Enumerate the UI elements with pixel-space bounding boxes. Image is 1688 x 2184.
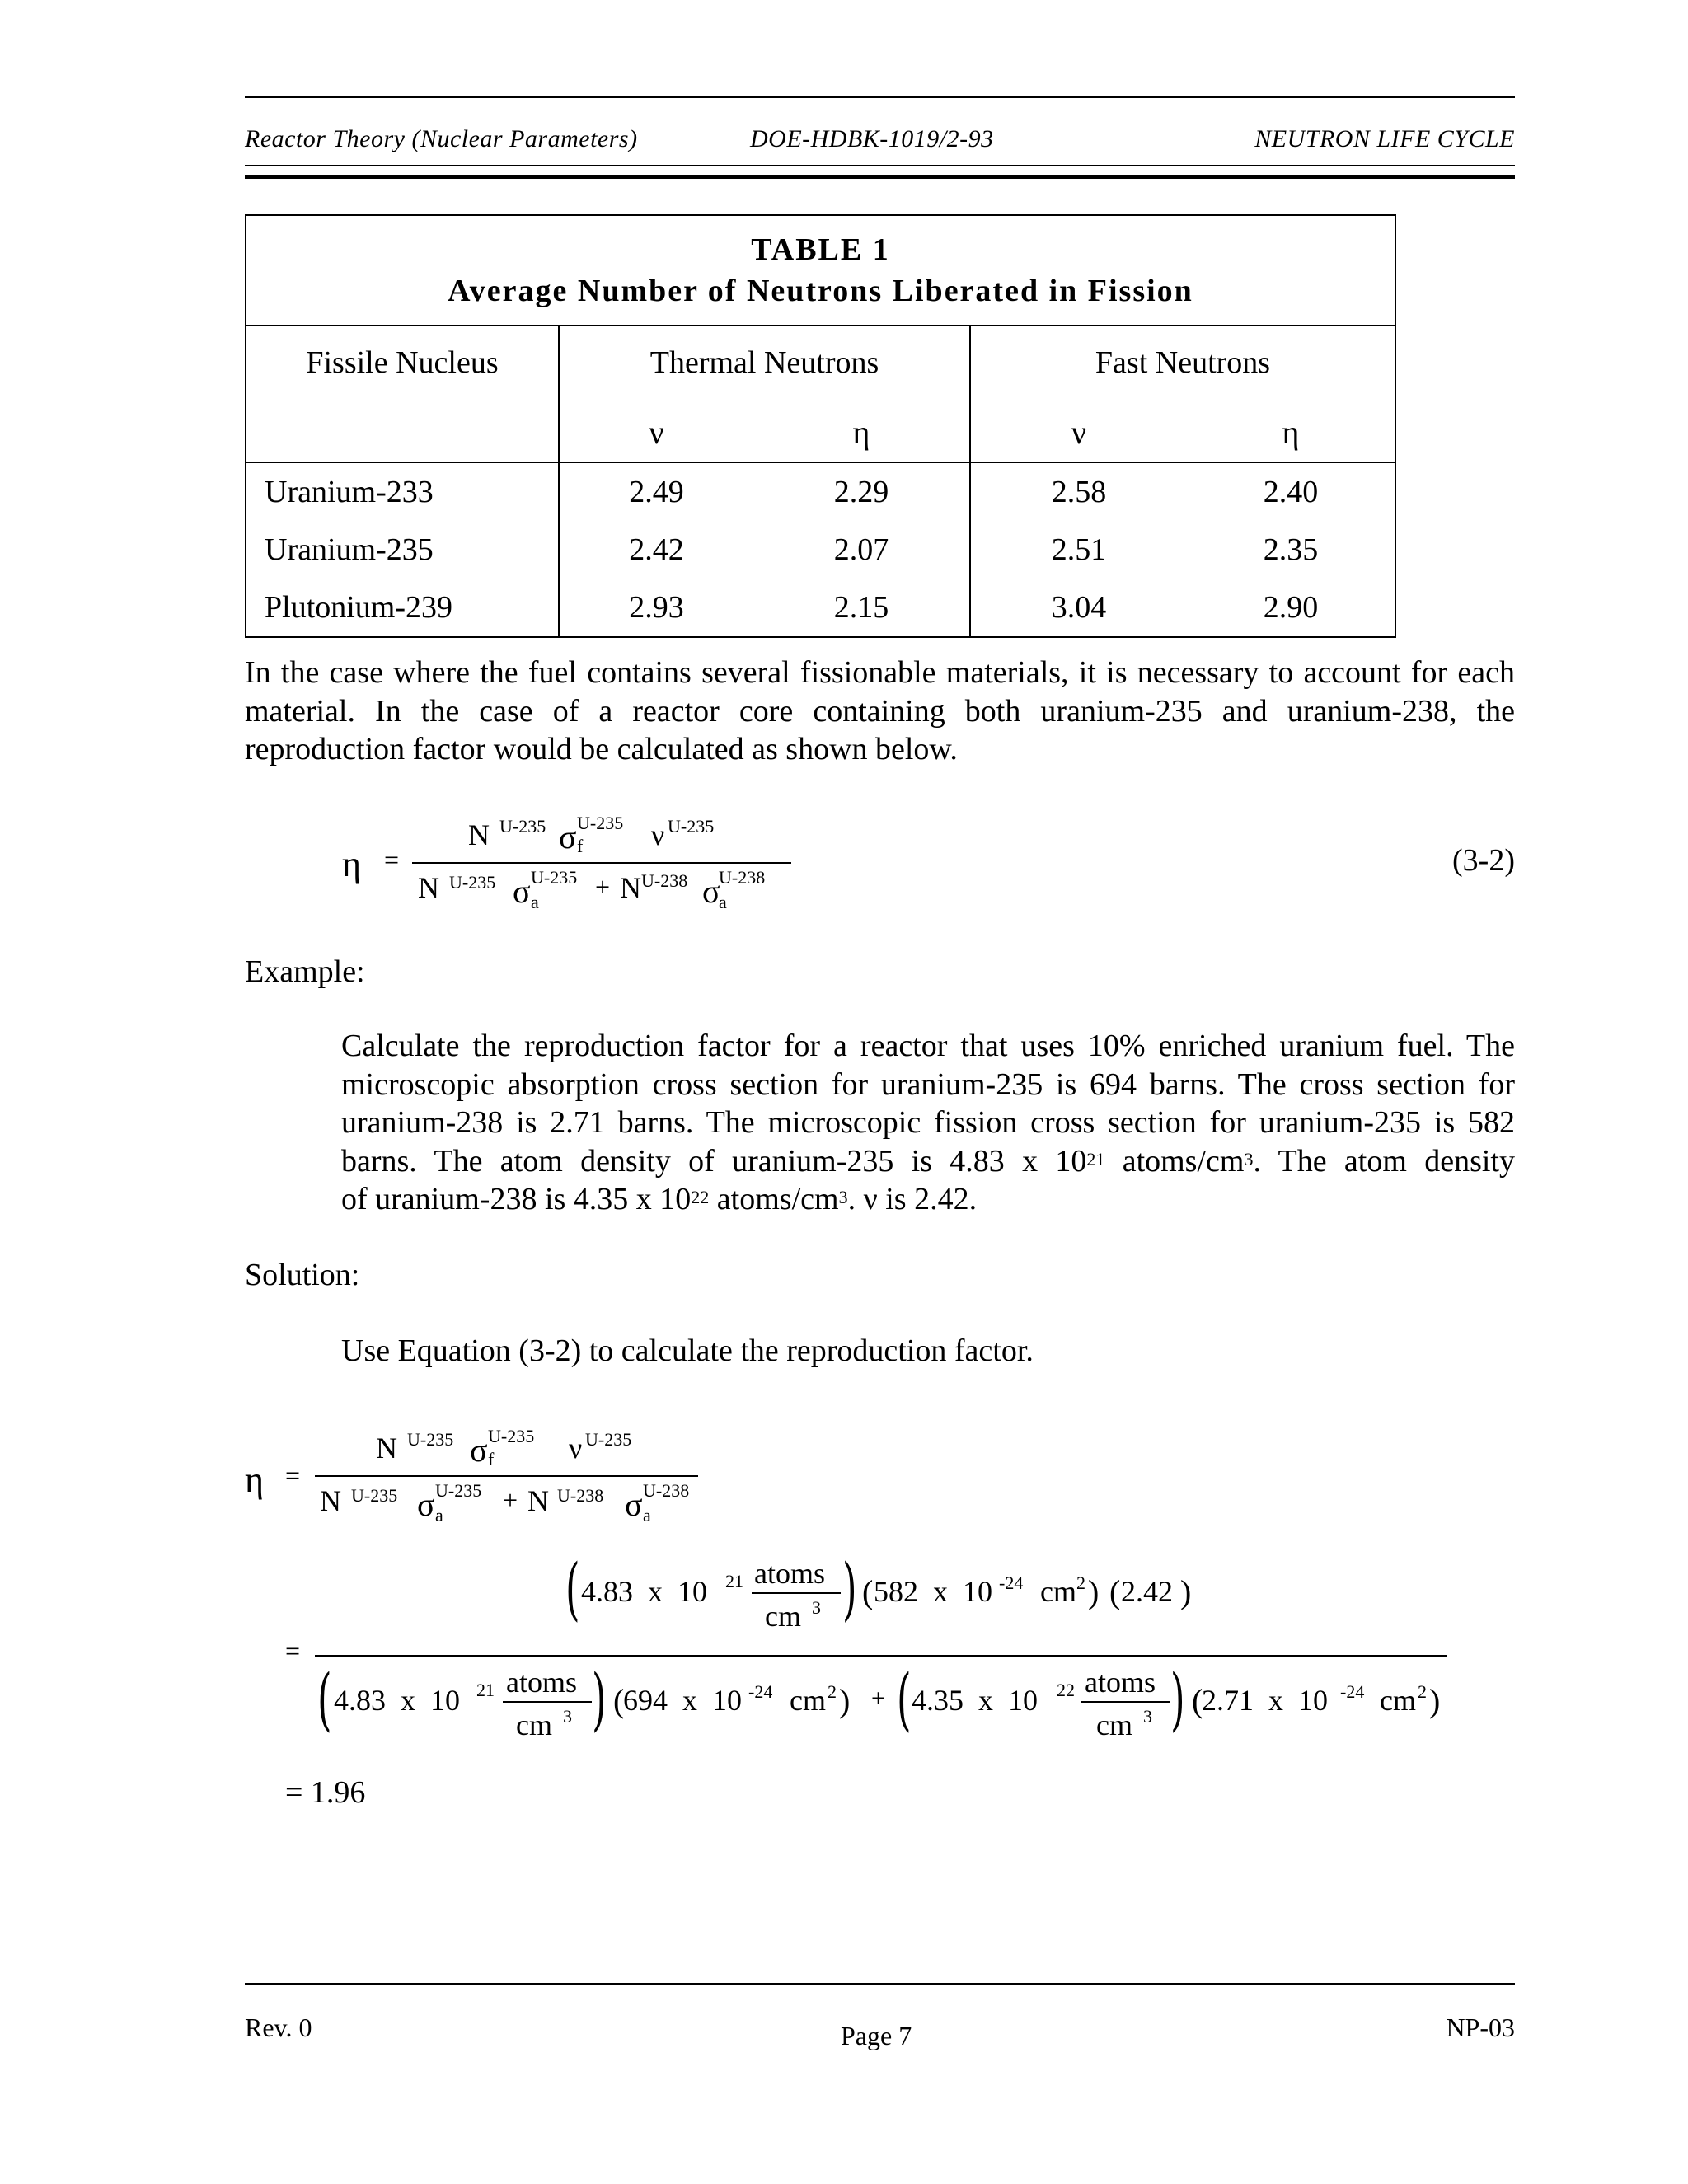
intro-line2: each material. In the case of a reactor core containing both uranium-235 and uranium-238, the bbox=[245, 655, 1516, 729]
intro-paragraph bbox=[245, 654, 1515, 769]
table-title-line2: Average Number of Neutrons Liberated in Fission bbox=[448, 274, 1193, 308]
header-top-rule bbox=[245, 96, 1515, 98]
eq-number: (3-2) bbox=[1452, 843, 1515, 878]
table-title bbox=[246, 215, 1395, 326]
col-header-thermal: Thermal Neutrons bbox=[559, 326, 970, 402]
table-row: Plutonium-239 2.93 2.15 3.04 2.90 bbox=[246, 579, 1395, 637]
eq-fraction-bar bbox=[412, 862, 791, 864]
header-right: NEUTRON LIFE CYCLE bbox=[1254, 125, 1515, 152]
header-center: DOE-HDBK-1019/2-93 bbox=[750, 125, 994, 152]
sym-fast-eta: η bbox=[1187, 402, 1395, 462]
solution-label: Solution: bbox=[245, 1258, 360, 1292]
example-label: Example: bbox=[245, 954, 365, 989]
eq-eta: η bbox=[342, 844, 362, 884]
sym-thermal-nu: ν bbox=[559, 402, 753, 462]
footer-center: Page 7 bbox=[841, 2021, 912, 2050]
intro-line3: reproduction factor would be calculated as shown below. bbox=[245, 732, 958, 766]
table-row: Uranium-233 2.49 2.29 2.58 2.40 bbox=[246, 462, 1395, 521]
solution-instruction: Use Equation (3-2) to calculate the reproduction factor. bbox=[341, 1333, 1034, 1368]
header-bottom-rule-thick bbox=[245, 175, 1515, 179]
result: = 1.96 bbox=[285, 1775, 366, 1810]
eq-equals: = bbox=[384, 845, 400, 874]
header-left: Reactor Theory (Nuclear Parameters) bbox=[245, 125, 638, 152]
footer-rule bbox=[245, 1983, 1515, 1985]
header-bottom-rule-thin bbox=[245, 165, 1515, 166]
col-header-nucleus: Fissile Nucleus bbox=[246, 326, 559, 402]
table-title-line1: TABLE 1 bbox=[751, 232, 890, 267]
footer-left: Rev. 0 bbox=[245, 2013, 312, 2042]
sym-fast-nu: ν bbox=[970, 402, 1187, 462]
footer-right: NP-03 bbox=[1446, 2013, 1515, 2042]
intro-line1: In the case where the fuel contains several fissionable materials, it is necessary to account for bbox=[245, 655, 1448, 690]
sym-thermal-eta: η bbox=[753, 402, 970, 462]
neutrons-table bbox=[245, 214, 1396, 638]
example-paragraph: Calculate the reproduction factor for a reactor that uses 10% enriched uranium fuel. The microscopic absorption cross section for uranium-235 is 694 barns. The cross section for uranium-238 is 2.71 barns. The microscopic fission cross section for uranium-235 is 582 barns. The atom density of uranium-235 is 4.83 x $10^{21}$ atoms/$cm^3$. The atom density of uranium-238 is 4.35 x $10^{22}$ atoms/$cm^3$. ν is 2.42. bbox=[341, 1029, 1516, 1216]
table-row: Uranium-235 2.42 2.07 2.51 2.35 bbox=[246, 521, 1395, 579]
col-header-fast: Fast Neutrons bbox=[970, 326, 1395, 402]
numeric-fraction-bar bbox=[315, 1655, 1447, 1657]
